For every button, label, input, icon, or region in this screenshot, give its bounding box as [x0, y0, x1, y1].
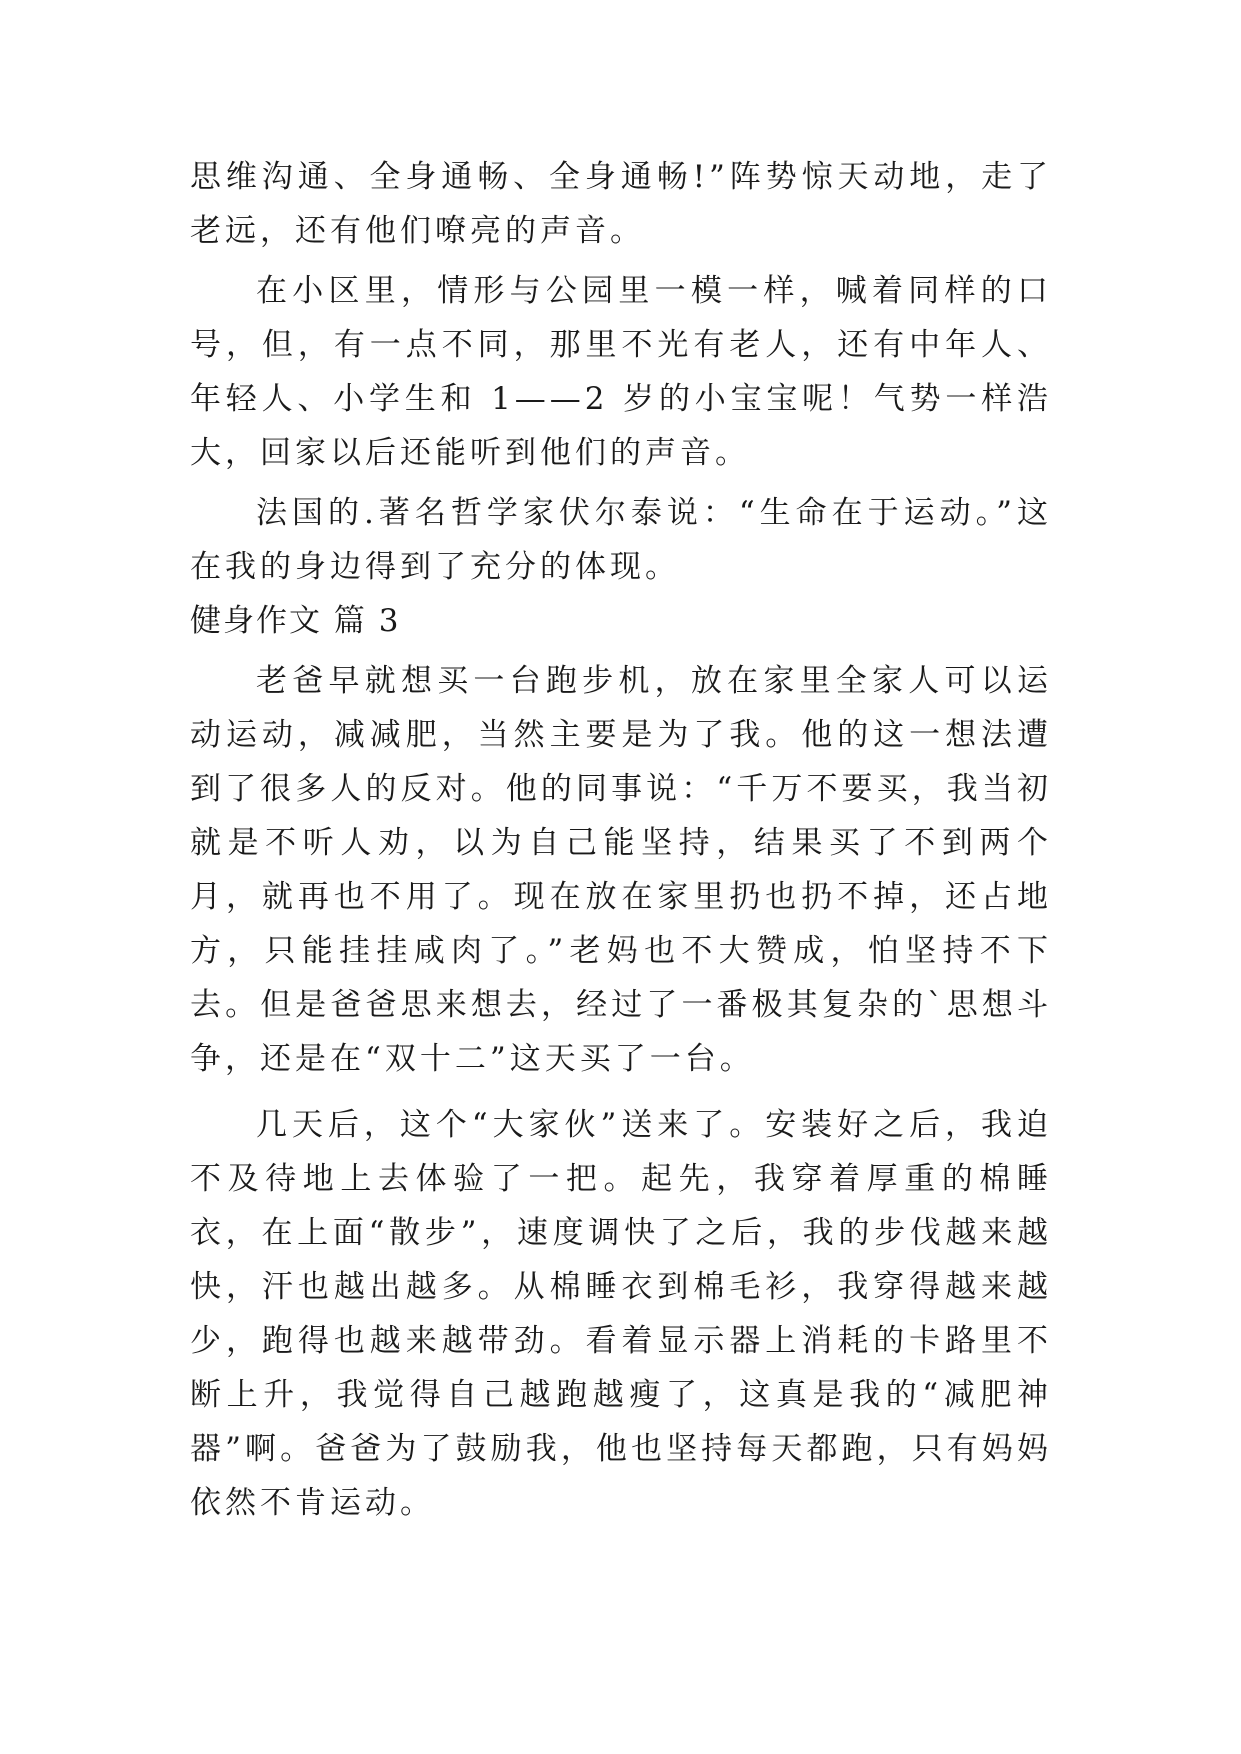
paragraph-voltaire-quote: 法国的.著名哲学家伏尔泰说：“生命在于运动。”这在我的身边得到了充分的体现。: [190, 495, 1052, 585]
document-body: [190, 150, 1052, 1530]
paragraph-continuation: 思维沟通、全身通畅、全身通畅!”阵势惊天动地，走了老远，还有他们嘹亮的声音。: [190, 159, 1052, 249]
section-heading: 健身作文 篇 3: [190, 603, 401, 639]
paragraph-community: 在小区里，情形与公园里一模一样，喊着同样的口号，但，有一点不同，那里不光有老人，还有中年人、年轻人、小学生和 1——2 岁的小宝宝呢！气势一样浩大，回家以后还能听到他们的声音。: [190, 273, 1052, 471]
paragraph-treadmill-experience: 几天后，这个“大家伙”送来了。安装好之后，我迫不及待地上去体验了一把。起先，我穿着厚重的棉睡衣，在上面“散步”，速度调快了之后，我的步伐越来越快，汗也越出越多。从棉睡衣到棉毛衫，我穿得越来越少，跑得也越来越带劲。看着显示器上消耗的卡路里不断上升，我觉得自己越跑越瘦了，这真是我的“减肥神器”啊。爸爸为了鼓励我，他也坚持每天都跑，只有妈妈依然不肯运动。: [190, 1107, 1052, 1521]
paragraph-treadmill-purchase: 老爸早就想买一台跑步机，放在家里全家人可以运动运动，减减肥，当然主要是为了我。他的这一想法遭到了很多人的反对。他的同事说：“千万不要买，我当初就是不听人劝，以为自己能坚持，结果买了不到两个月，就再也不用了。现在放在家里扔也扔不掉，还占地方，只能挂挂咸肉了。”老妈也不大赞成，怕坚持不下去。但是爸爸思来想去，经过了一番极其复杂的`思想斗争，还是在“双十二”这天买了一台。: [190, 663, 1052, 1077]
